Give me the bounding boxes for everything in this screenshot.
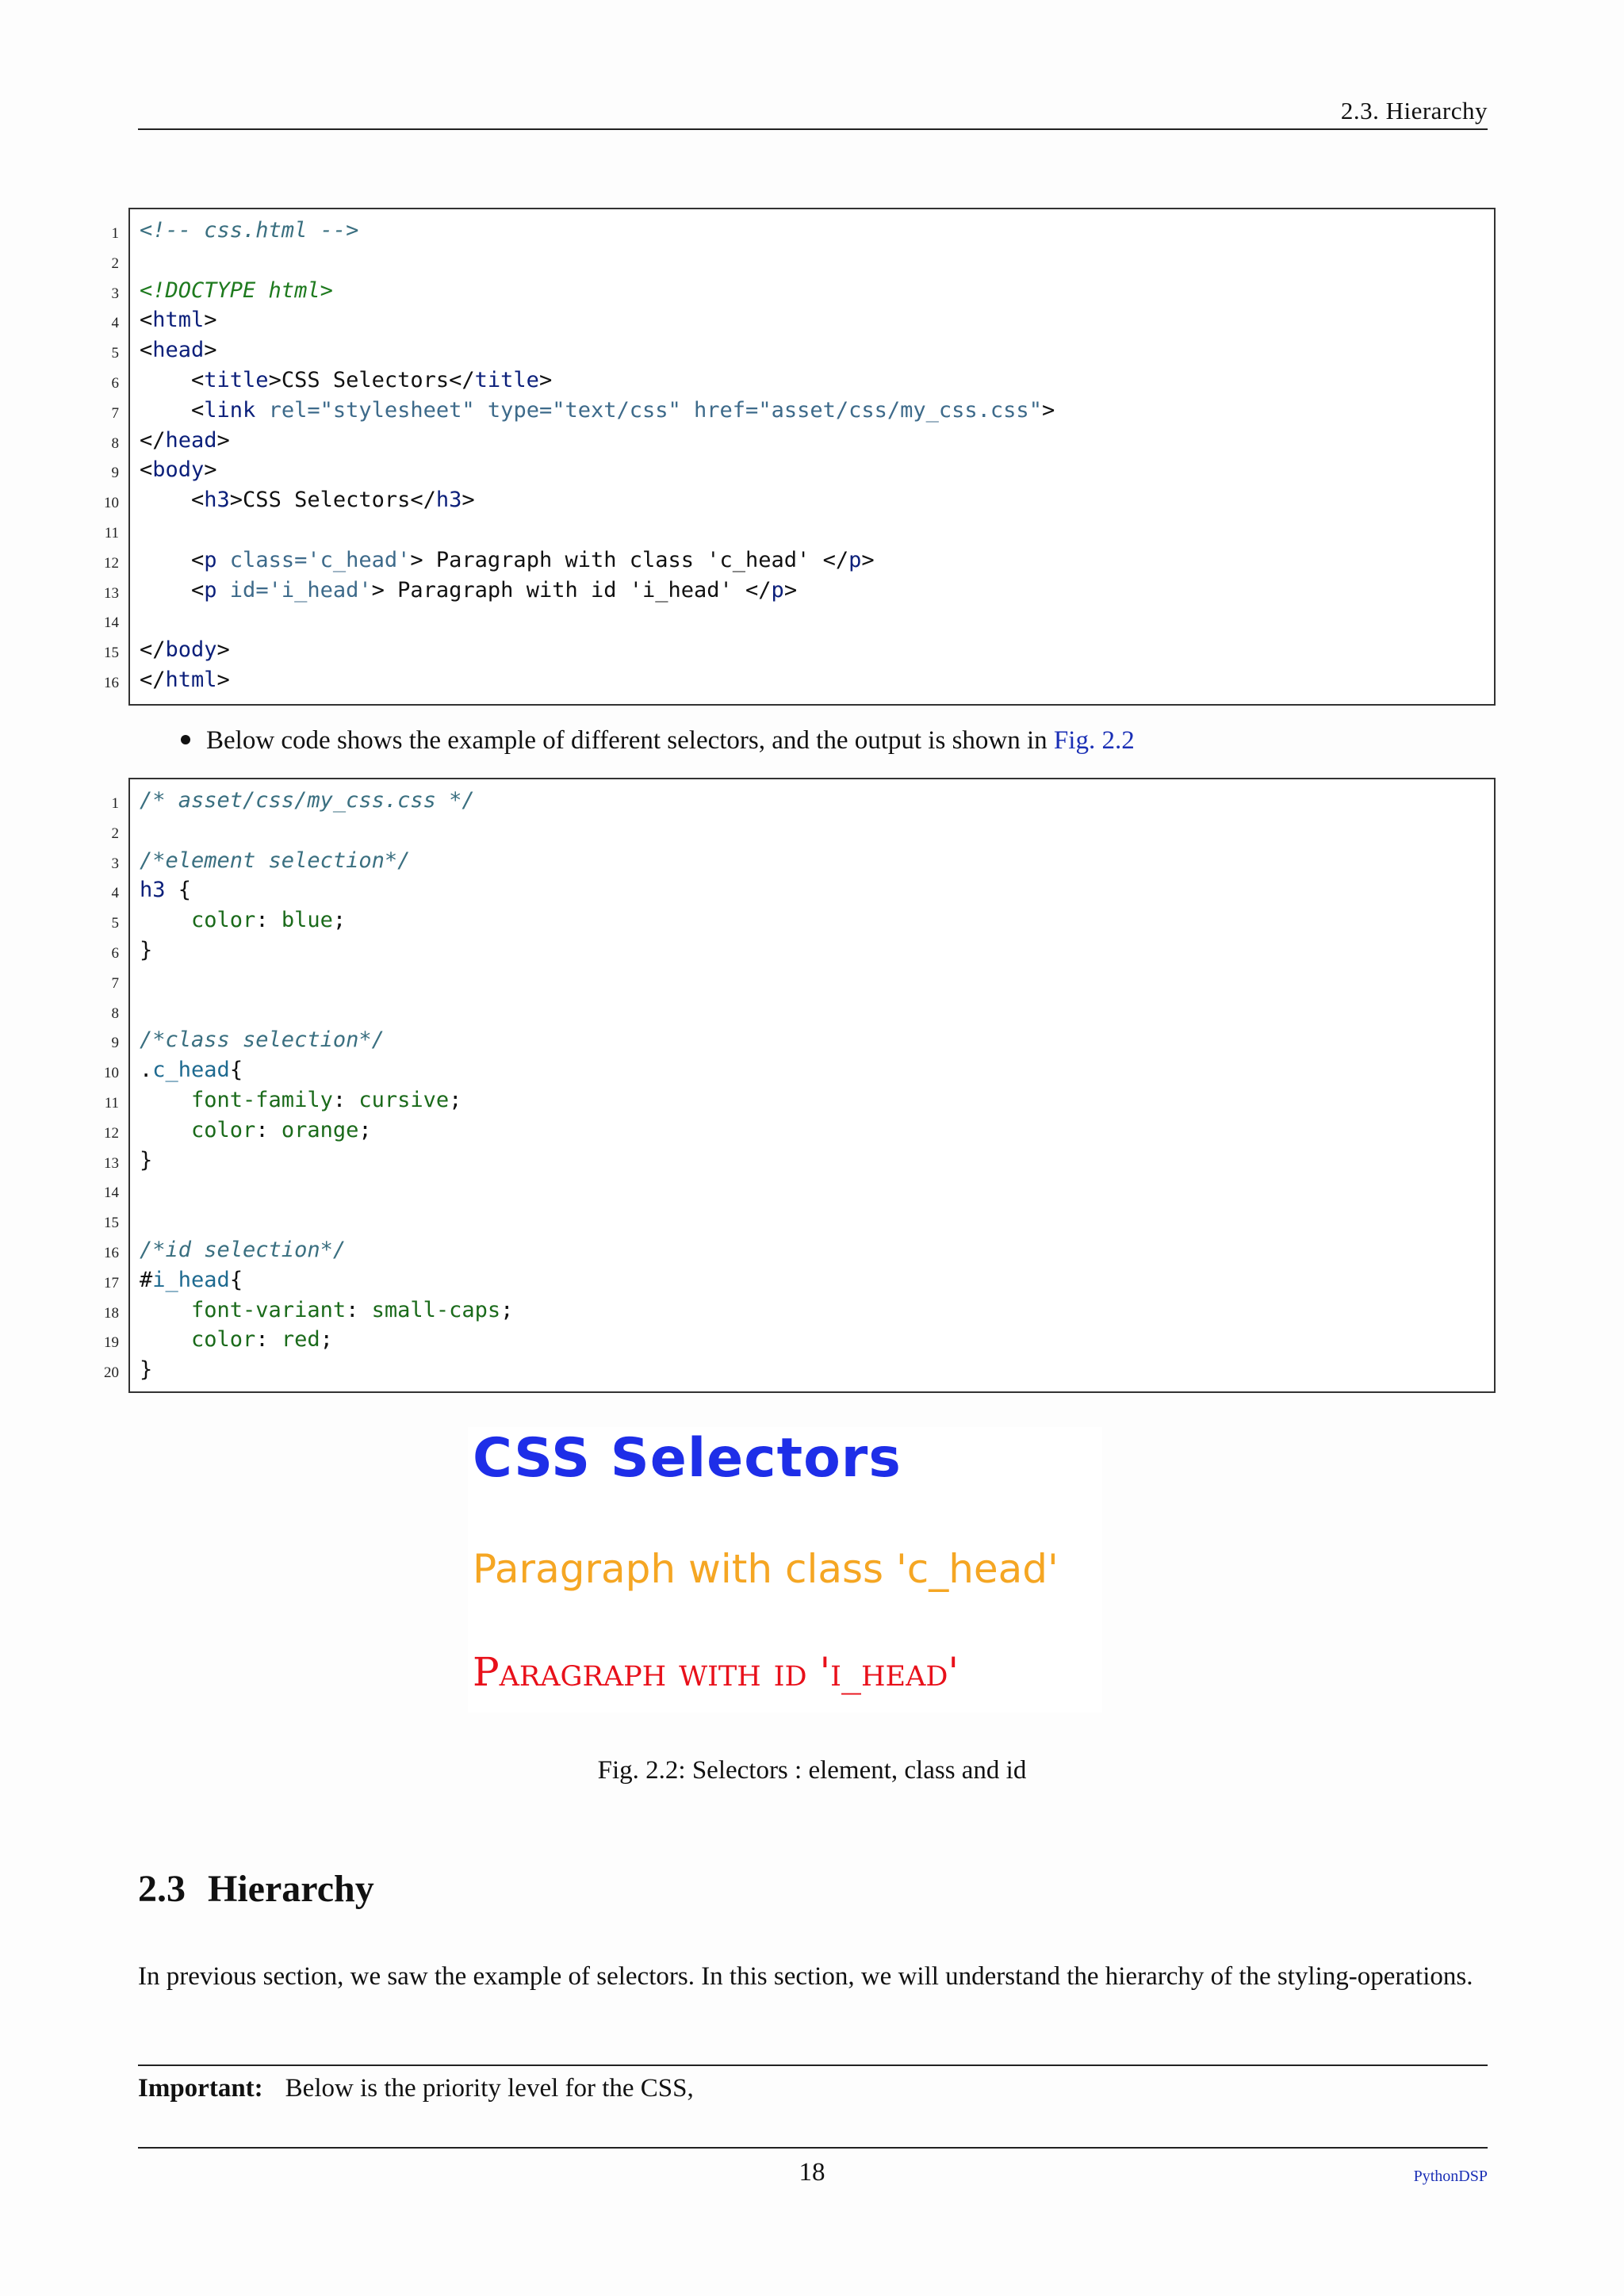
code-line bbox=[111, 936, 1494, 966]
code-token: : bbox=[332, 1088, 359, 1112]
figure-class-paragraph: Paragraph with class 'c_head' bbox=[473, 1546, 1059, 1592]
line-number: 10 bbox=[104, 495, 119, 512]
code-text bbox=[140, 1147, 152, 1174]
code-token: 'i_head' bbox=[268, 577, 372, 603]
code-token: < bbox=[140, 338, 153, 363]
line-number: 3 bbox=[111, 855, 119, 872]
line-number: 2 bbox=[111, 254, 119, 272]
code-token: html bbox=[165, 668, 217, 692]
line-number: 5 bbox=[111, 345, 119, 362]
code-text bbox=[140, 487, 475, 514]
code-text bbox=[140, 577, 797, 604]
code-token: < bbox=[140, 547, 205, 572]
code-token: rel= bbox=[255, 397, 320, 423]
important-note bbox=[138, 2074, 694, 2103]
code-token: /*element selection*/ bbox=[140, 848, 411, 873]
code-token: > bbox=[538, 368, 553, 392]
code-token: p bbox=[204, 577, 217, 603]
line-number: 1 bbox=[111, 225, 119, 242]
code-token: ; bbox=[332, 908, 347, 933]
code-text bbox=[140, 667, 230, 694]
code-token: small-caps bbox=[371, 1297, 501, 1322]
code-text bbox=[140, 277, 333, 304]
code-token: /*class selection*/ bbox=[140, 1027, 385, 1053]
code-token: > bbox=[861, 547, 875, 572]
line-number: 7 bbox=[111, 974, 119, 992]
code-line bbox=[104, 1115, 1494, 1146]
code-line bbox=[111, 846, 1494, 876]
code-token: font-family bbox=[140, 1088, 333, 1112]
code-line bbox=[104, 605, 1494, 635]
code-token: "asset/css/my_css.css" bbox=[758, 397, 1042, 423]
line-number: 4 bbox=[111, 315, 119, 332]
code-text bbox=[140, 307, 217, 334]
code-line bbox=[104, 1265, 1494, 1295]
line-number: 9 bbox=[111, 1035, 119, 1052]
important-text: Below is the priority level for the CSS, bbox=[285, 2074, 694, 2103]
code-text bbox=[140, 397, 1055, 424]
line-number: 12 bbox=[104, 554, 119, 572]
code-token: title bbox=[474, 368, 539, 392]
code-line bbox=[111, 246, 1494, 276]
code-line bbox=[104, 1175, 1494, 1205]
code-text bbox=[140, 1297, 513, 1324]
code-token: font-variant bbox=[140, 1297, 347, 1322]
code-token: { bbox=[229, 1267, 243, 1292]
code-text bbox=[140, 367, 552, 394]
code-token: : bbox=[346, 1297, 372, 1322]
code-line bbox=[111, 996, 1494, 1026]
code-token: c_head bbox=[152, 1058, 230, 1083]
code-token: h3 bbox=[140, 878, 166, 903]
code-line bbox=[104, 1355, 1494, 1385]
code-token: < bbox=[140, 488, 205, 513]
code-token: > bbox=[204, 338, 217, 363]
code-token: >CSS Selectors</ bbox=[229, 488, 436, 513]
code-line bbox=[111, 216, 1494, 246]
css-code-listing bbox=[104, 778, 1496, 1393]
code-text bbox=[140, 427, 230, 454]
code-token: < bbox=[140, 457, 153, 483]
running-header-section: 2.3. Hierarchy bbox=[1340, 97, 1488, 124]
code-token: } bbox=[140, 1147, 153, 1173]
code-token: cursive bbox=[358, 1088, 450, 1112]
code-token: : bbox=[255, 1117, 282, 1142]
line-number: 12 bbox=[104, 1124, 119, 1142]
code-token: > bbox=[216, 427, 230, 453]
code-token: > bbox=[216, 668, 230, 692]
code-token: h3 bbox=[204, 488, 230, 513]
code-token: color bbox=[140, 1327, 256, 1353]
line-number: 6 bbox=[111, 945, 119, 962]
code-token: : bbox=[255, 1327, 282, 1353]
line-number: 11 bbox=[104, 1095, 119, 1112]
code-token: head bbox=[165, 427, 217, 453]
code-line bbox=[104, 576, 1494, 606]
code-token: body bbox=[165, 637, 217, 663]
line-number: 4 bbox=[111, 885, 119, 902]
code-line bbox=[111, 816, 1494, 846]
section-paragraph: In previous section, we saw the example of selectors. In this section, we will understand the hierarchy of the styling-operations. bbox=[138, 1962, 1473, 1991]
code-text bbox=[140, 1027, 385, 1054]
code-line bbox=[111, 905, 1494, 936]
code-token: > Paragraph with class 'c_head' </ bbox=[410, 547, 849, 572]
code-line bbox=[104, 1325, 1494, 1355]
code-token: </ bbox=[140, 668, 166, 692]
code-line bbox=[111, 1025, 1494, 1055]
code-line bbox=[111, 305, 1494, 335]
line-number: 1 bbox=[111, 795, 119, 812]
code-token: >CSS Selectors</ bbox=[268, 368, 475, 392]
code-token: ; bbox=[449, 1088, 462, 1112]
line-number: 3 bbox=[111, 285, 119, 302]
code-token: > bbox=[462, 488, 475, 513]
code-line bbox=[111, 426, 1494, 456]
code-text bbox=[140, 547, 875, 574]
code-token: body bbox=[152, 457, 205, 483]
figure-id-paragraph: Paragraph with id 'i_head' bbox=[473, 1649, 959, 1695]
code-token: < bbox=[140, 368, 205, 392]
code-token: p bbox=[848, 547, 862, 572]
code-text bbox=[140, 1357, 152, 1383]
code-token: # bbox=[140, 1267, 153, 1292]
bullet-dot-icon bbox=[181, 735, 190, 744]
code-token: link bbox=[204, 397, 256, 423]
code-token: href= bbox=[680, 397, 759, 423]
code-line bbox=[111, 455, 1494, 485]
code-token: < bbox=[140, 577, 205, 603]
code-token: . bbox=[140, 1058, 153, 1083]
code-token: > bbox=[204, 308, 217, 333]
code-line bbox=[111, 335, 1494, 365]
code-text bbox=[140, 1087, 462, 1114]
line-number: 11 bbox=[104, 525, 119, 541]
code-line bbox=[104, 545, 1494, 576]
code-token: > bbox=[204, 457, 217, 483]
code-line bbox=[111, 786, 1494, 816]
line-number: 18 bbox=[104, 1304, 119, 1322]
line-number: 16 bbox=[104, 1245, 119, 1261]
code-line bbox=[104, 1205, 1494, 1235]
code-token: "stylesheet" bbox=[320, 397, 475, 423]
code-token: > bbox=[783, 577, 798, 603]
line-number: 13 bbox=[104, 1154, 119, 1172]
code-text bbox=[140, 637, 230, 664]
code-token: title bbox=[204, 368, 269, 392]
code-line bbox=[104, 635, 1494, 665]
line-number: 15 bbox=[104, 645, 119, 662]
code-token: id= bbox=[216, 577, 269, 603]
code-token: /* asset/css/my_css.css */ bbox=[140, 788, 475, 813]
code-text bbox=[140, 848, 410, 874]
line-number: 14 bbox=[104, 1184, 119, 1202]
footer-rule bbox=[138, 2147, 1488, 2149]
code-token: blue bbox=[281, 908, 333, 933]
code-text bbox=[140, 1057, 243, 1084]
code-line bbox=[104, 1055, 1494, 1085]
code-text bbox=[140, 877, 191, 904]
code-line bbox=[111, 396, 1494, 426]
code-token: p bbox=[771, 577, 784, 603]
code-token: "text/css" bbox=[552, 397, 681, 423]
line-number: 13 bbox=[104, 584, 119, 602]
page-number: 18 bbox=[799, 2158, 825, 2187]
code-line bbox=[111, 365, 1494, 396]
code-token: > bbox=[1041, 397, 1055, 423]
code-token: </ bbox=[140, 427, 166, 453]
code-token: ; bbox=[320, 1327, 333, 1353]
code-line bbox=[104, 1146, 1494, 1176]
line-number: 14 bbox=[104, 614, 119, 632]
code-token: </ bbox=[140, 637, 166, 663]
bullet-text: Below code shows the example of different selectors, and the output is shown in bbox=[206, 726, 1054, 755]
code-token: head bbox=[152, 338, 205, 363]
section-number: 2.3 bbox=[138, 1868, 186, 1910]
code-line bbox=[111, 966, 1494, 996]
code-token: type= bbox=[474, 397, 553, 423]
line-number: 7 bbox=[111, 404, 119, 422]
code-token: ; bbox=[500, 1297, 514, 1322]
code-token: { bbox=[229, 1058, 243, 1083]
code-line bbox=[111, 875, 1494, 905]
code-text bbox=[140, 787, 475, 814]
code-text bbox=[140, 337, 217, 364]
code-token: orange bbox=[281, 1117, 359, 1142]
code-token: < bbox=[140, 308, 153, 333]
important-rule bbox=[138, 2064, 1488, 2066]
line-number: 5 bbox=[111, 915, 119, 932]
line-number: 19 bbox=[104, 1334, 119, 1352]
code-token: h3 bbox=[435, 488, 462, 513]
code-token: color bbox=[140, 1117, 256, 1142]
code-text bbox=[140, 217, 358, 244]
code-line bbox=[104, 1235, 1494, 1265]
code-token: : bbox=[255, 908, 282, 933]
figure-output-image bbox=[468, 1427, 1102, 1712]
bullet-item bbox=[181, 726, 1135, 756]
line-number: 15 bbox=[104, 1215, 119, 1232]
code-text bbox=[140, 907, 346, 934]
running-header bbox=[138, 94, 1488, 130]
code-token: < bbox=[140, 397, 205, 423]
line-number: 8 bbox=[111, 1004, 119, 1022]
code-token: > Paragraph with id 'i_head' </ bbox=[371, 577, 772, 603]
code-text bbox=[140, 1267, 243, 1294]
code-line bbox=[104, 1085, 1494, 1115]
line-number: 8 bbox=[111, 434, 119, 452]
code-text bbox=[140, 937, 152, 964]
code-token: html bbox=[152, 308, 205, 333]
section-title: Hierarchy bbox=[208, 1868, 374, 1910]
line-number: 10 bbox=[104, 1065, 119, 1082]
html-code-listing bbox=[104, 208, 1496, 706]
figure-h3-text: CSS Selectors bbox=[473, 1427, 902, 1490]
code-token: red bbox=[281, 1327, 320, 1353]
line-number: 20 bbox=[104, 1364, 119, 1382]
code-token: <!-- css.html --> bbox=[140, 218, 359, 243]
code-text bbox=[140, 1237, 346, 1264]
code-line bbox=[104, 485, 1494, 515]
code-line bbox=[104, 515, 1494, 545]
figure-caption: Fig. 2.2: Selectors : element, class and id bbox=[597, 1756, 1027, 1785]
code-text bbox=[140, 457, 217, 484]
line-number: 6 bbox=[111, 375, 119, 392]
section-heading bbox=[138, 1867, 374, 1911]
code-text bbox=[140, 1117, 372, 1144]
code-token: class= bbox=[216, 547, 308, 572]
line-number: 2 bbox=[111, 825, 119, 842]
code-line bbox=[104, 1295, 1494, 1326]
code-token: { bbox=[165, 878, 192, 903]
code-token: } bbox=[140, 938, 153, 962]
line-number: 16 bbox=[104, 675, 119, 691]
code-token: > bbox=[216, 637, 230, 663]
code-token: /*id selection*/ bbox=[140, 1238, 347, 1262]
code-token: i_head bbox=[152, 1267, 230, 1292]
footer-brand: PythonDSP bbox=[1413, 2168, 1488, 2185]
code-token: ; bbox=[358, 1117, 372, 1142]
figure-link[interactable]: Fig. 2.2 bbox=[1053, 726, 1135, 755]
line-number: 9 bbox=[111, 465, 119, 482]
important-label: Important: bbox=[138, 2074, 263, 2103]
code-token: } bbox=[140, 1357, 153, 1383]
code-text bbox=[140, 1326, 333, 1353]
code-line bbox=[104, 665, 1494, 695]
code-token: color bbox=[140, 908, 256, 933]
code-token: <!DOCTYPE html> bbox=[140, 277, 333, 303]
code-line bbox=[111, 276, 1494, 306]
code-token: p bbox=[204, 547, 217, 572]
line-number: 17 bbox=[104, 1274, 119, 1292]
code-token: 'c_head' bbox=[307, 547, 411, 572]
